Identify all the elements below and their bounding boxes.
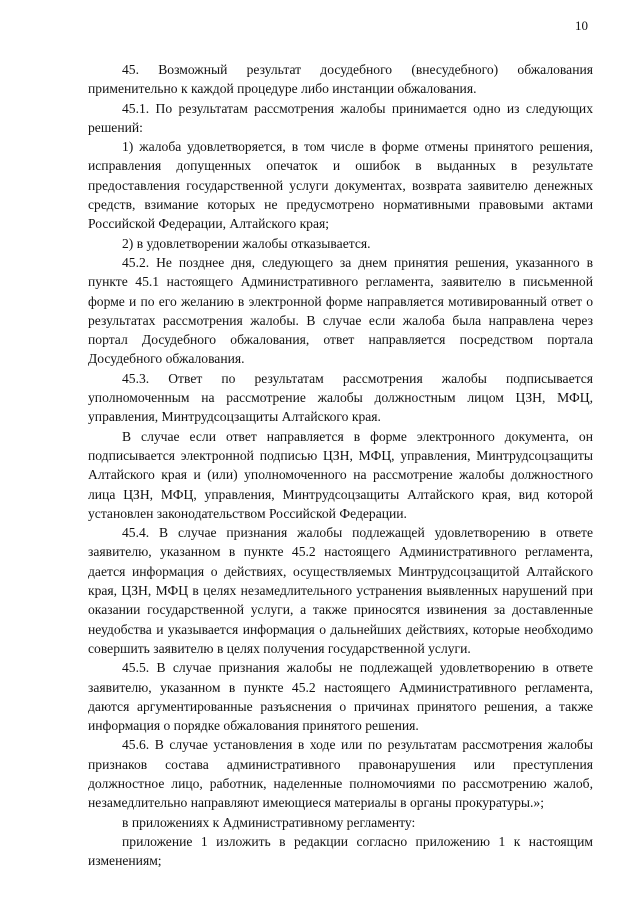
- paragraph-appendix-1: приложение 1 изложить в редакции согласно приложению 1 к настоящим изменениям;: [88, 833, 593, 869]
- paragraph-45-3-electronic: В случае если ответ направляется в форме электронного документа, он подписывается электронной подписью ЦЗН, МФЦ, управления, Минтрудсоцзащиты Алтайского края и (или) уполномоченного на рассмотрение жалобы должностного лица ЦЗН, МФЦ, управления, Минтрудсоцзащиты Алтайского края, вид которой установлен законодательством Российской Федерации.: [88, 428, 593, 521]
- paragraph-45-1-item-1: 1) жалоба удовлетворяется, в том числе в форме отмены принятого решения, исправления допущенных опечаток и ошибок в выданных в результате предоставления государственной услуги документах, возврата заявителю денежных средств, взимание которых не предусмотрено нормативными правовыми актами Российской Федерации, Алтайского края;: [88, 139, 593, 232]
- paragraph-45-5: 45.5. В случае признания жалобы не подлежащей удовлетворению в ответе заявителю, указанном в пункте 45.2 настоящего Административного регламента, даются аргументированные разъяснения о причинах принятого решения, а также информация о порядке обжалования принятого решения.: [88, 660, 593, 734]
- paragraph-45-4: 45.4. В случае признания жалобы подлежащей удовлетворению в ответе заявителю, указанном в пункте 45.2 настоящего Административного регламента, дается информация о действиях, осуществляемых Минтрудсоцзащитой Алтайского края, ЦЗН, МФЦ в целях незамедлительного устранения выявленных нарушений при оказании государственной услуги, а также приносятся извинения за доставленные неудобства и указывается информация о дальнейших действиях, которые необходимо совершить заявителю в целях получения государственной услуги.: [88, 525, 593, 656]
- page-number: 10: [575, 18, 588, 33]
- paragraph-45-1: 45.1. По результатам рассмотрения жалобы принимается одно из следующих решений:: [88, 100, 593, 135]
- paragraph-45-1-item-2: 2) в удовлетворении жалобы отказывается.: [122, 235, 371, 251]
- paragraph-45-2: 45.2. Не позднее дня, следующего за днем принятия решения, указанного в пункте 45.1 настоящего Административного регламента, заявителю в письменной форме и по его желанию в электронной форме направляется мотивированный ответ о результатах рассмотрения жалобы. В случае если жалоба была направлена через портал Досудебного обжалования, ответ направляется посредством портала Досудебного обжалования.: [88, 254, 593, 367]
- paragraph-45-6: 45.6. В случае установления в ходе или по результатам рассмотрения жалобы признаков состава административного правонарушения или преступления должностное лицо, работник, наделенные полномочиями по рассмотрению жалоб, незамедлительно направляют имеющиеся материалы в органы прокуратуры.»;: [88, 737, 593, 811]
- paragraph-45: 45. Возможный результат досудебного (внесудебного) обжалования применительно к каждой процедуре либо инстанции обжалования.: [88, 62, 593, 97]
- paragraph-appendices: в приложениях к Административному регламенту:: [122, 814, 416, 830]
- paragraph-45-3: 45.3. Ответ по результатам рассмотрения жалобы подписывается уполномоченным на рассмотрение жалобы должностным лицом ЦЗН, МФЦ, управления, Минтрудсоцзащиты Алтайского края.: [88, 370, 593, 425]
- document-body: [88, 60, 593, 870]
